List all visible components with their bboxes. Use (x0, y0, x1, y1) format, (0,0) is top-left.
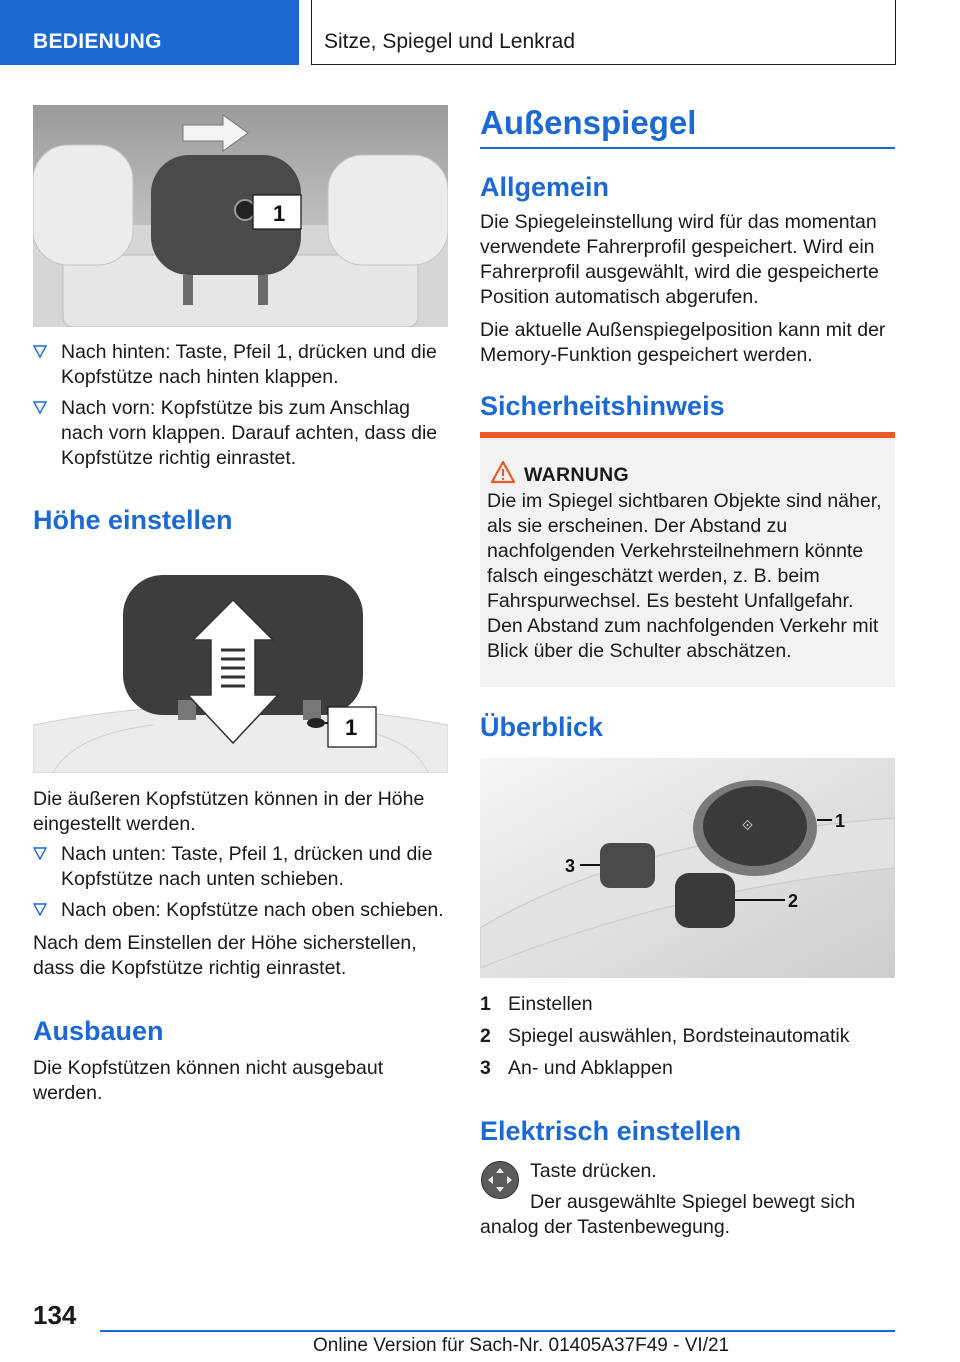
heading-sicherheitshinweis: Sicherheitshinweis (480, 391, 725, 421)
heading-allgemein: Allgemein (480, 172, 610, 202)
header-section-tab (0, 0, 299, 65)
elektrisch-paragraph-2: Der ausgewählte Spiegel bewegt sich analog der Tastenbewegung. (480, 1191, 856, 1238)
ausbauen-text: Die Kopfstützen können nicht ausgebaut werden. (33, 1057, 384, 1104)
header-chapter-label: Sitze, Spiegel und Lenkrad (324, 30, 576, 53)
img3-callout-3: 3 (565, 856, 576, 876)
bullet-triangle-icon (33, 401, 47, 415)
elektrisch-paragraph-1: Taste drücken. (530, 1160, 657, 1182)
svg-text:⟐: ⟐ (742, 818, 754, 834)
headrest-fold-image (33, 105, 448, 327)
img2-callout-1: 1 (345, 715, 358, 740)
page-number: 134 (33, 1300, 77, 1330)
heading-elektrisch-einstellen: Elektrisch einstellen (480, 1116, 742, 1146)
allgemein-paragraph-2: Die aktuelle Außenspiegelposition kann mit der Memory-Funktion gespeichert werden. (480, 319, 886, 366)
bullet-triangle-icon (33, 847, 47, 861)
warning-triangle-icon (490, 460, 516, 484)
headrest-height-image (33, 575, 448, 773)
mirror-switch-image (480, 758, 895, 978)
img3-callout-2: 2 (788, 891, 799, 911)
heading-hoehe-einstellen: Höhe einstellen (33, 505, 233, 535)
hoehe-after-text: Nach dem Einstellen der Höhe sicherstellen, dass die Kopfstütze richtig einrastet. (33, 932, 417, 979)
list-item-fold-back: Nach hinten: Taste, Pfeil 1, drücken und die Kopfstütze nach hinten klappen. (33, 340, 448, 390)
warning-title: WARNUNG (524, 464, 630, 486)
heading-ausbauen: Ausbauen (33, 1016, 164, 1046)
warning-text: Die im Spiegel sichtbaren Objekte sind näher, als sie erscheinen. Der Abstand zu nachfolgenden Verkehrsteilnehmern könnte falsch eingeschätzt werden, z. B. beim Fahrspurwechsel. Es besteht Unfallgefahr. Den Abstand zum nachfolgenden Verkehr mit Blick über die Schulter abschätzen. (487, 490, 882, 662)
footer-divider (100, 1330, 895, 1332)
header-section-label: BEDIENUNG (33, 30, 162, 53)
list-item-fold-forward: Nach vorn: Kopfstütze bis zum Anschlag nach vorn klappen. Darauf achten, dass die Kopfstütze richtig einrastet. (33, 396, 448, 471)
heading-ueberblick: Überblick (480, 712, 604, 742)
header-chapter-tab (311, 0, 896, 65)
bullet-triangle-icon (33, 903, 47, 917)
img1-callout-1: 1 (273, 201, 286, 226)
title-underline (480, 147, 895, 149)
page-title-aussenspiegel: Außenspiegel (480, 104, 697, 141)
warning-box (480, 432, 895, 687)
hoehe-intro-text: Die äußeren Kopfstützen können in der Höhe eingestellt werden. (33, 788, 425, 835)
footer-version-text: Online Version für Sach-Nr. 01405A37F49 - VI/21 (313, 1335, 730, 1356)
bullet-triangle-icon (33, 345, 47, 359)
list-item-push-down: Nach unten: Taste, Pfeil 1, drücken und die Kopfstütze nach unten schieben. (33, 842, 448, 892)
allgemein-paragraph-1: Die Spiegeleinstellung wird für das momentan verwendete Fahrerprofil gespeichert. Wird ein Fahrerprofil ausgewählt, wird die gespeicherte Position automatisch abgerufen. (480, 211, 879, 308)
list-item-push-up: Nach oben: Kopfstütze nach oben schieben. (33, 898, 448, 923)
img3-callout-1: 1 (835, 811, 846, 831)
